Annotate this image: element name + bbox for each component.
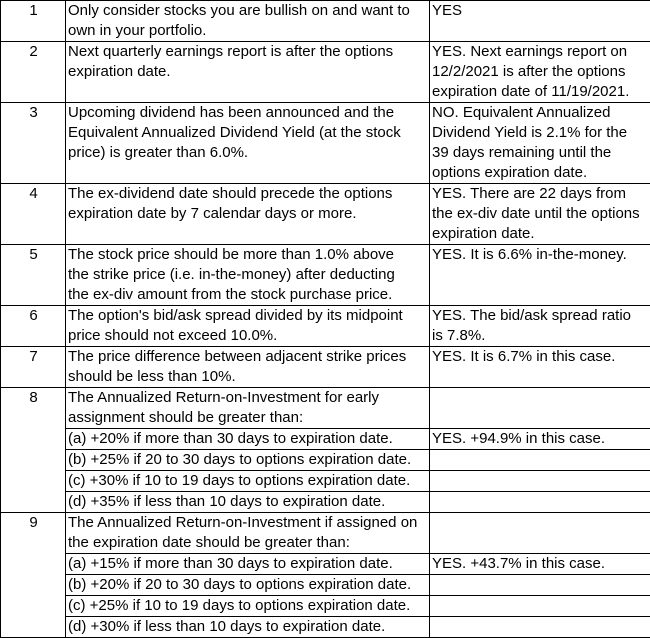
criterion-subrow — [1, 575, 650, 596]
cell-text-line: 12/2/2021 is after the options — [432, 62, 649, 82]
criterion-row — [1, 388, 650, 429]
criterion-cell — [66, 184, 430, 245]
cell-text-line: YES. The bid/ask spread ratio — [432, 306, 649, 326]
cell-text-line: the strike price (i.e. in-the-money) after deducting — [68, 265, 428, 285]
criterion-row — [1, 306, 650, 347]
result-cell — [430, 42, 650, 103]
cell-text-line: the expiration date should be greater than: — [68, 533, 428, 553]
cell-text-line: expiration date. — [68, 62, 428, 82]
cell-text-line: price should not exceed 10.0%. — [68, 326, 428, 346]
criterion-row — [1, 42, 650, 103]
subresult-cell — [430, 617, 650, 638]
criterion-cell — [66, 388, 430, 429]
criterion-cell — [66, 42, 430, 103]
row-number-cell: 7 — [1, 347, 66, 388]
cell-text-line: the ex-div date until the options — [432, 204, 649, 224]
result-cell — [430, 388, 650, 429]
cell-text-line: YES. Next earnings report on — [432, 42, 649, 62]
subcriterion-cell: (d) +35% if less than 10 days to expiration date. — [66, 492, 430, 513]
cell-text-line: Next quarterly earnings report is after the options — [68, 42, 428, 62]
cell-text-line: expiration date. — [432, 224, 649, 244]
cell-text-line: expiration date by 7 calendar days or more. — [68, 204, 428, 224]
subresult-cell — [430, 450, 650, 471]
cell-text-line: own in your portfolio. — [68, 21, 428, 41]
subcriterion-cell: (a) +15% if more than 30 days to expiration date. — [66, 554, 430, 575]
cell-text-line: YES — [432, 1, 649, 21]
cell-text-line: The ex-dividend date should precede the options — [68, 184, 428, 204]
cell-text-line: options expiration date. — [432, 163, 649, 183]
criterion-subrow — [1, 450, 650, 471]
cell-text-line: The option's bid/ask spread divided by its midpoint — [68, 306, 428, 326]
subcriterion-cell: (b) +25% if 20 to 30 days to options expiration date. — [66, 450, 430, 471]
row-number-cell: 5 — [1, 245, 66, 306]
criterion-cell — [66, 306, 430, 347]
cell-text-line: Upcoming dividend has been announced and the — [68, 103, 428, 123]
cell-text-line: the ex-div amount from the stock purchase price. — [68, 285, 428, 305]
cell-text-line: The price difference between adjacent strike prices — [68, 347, 428, 367]
subresult-cell: YES. +94.9% in this case. — [430, 429, 650, 450]
result-cell — [430, 513, 650, 554]
subresult-cell — [430, 471, 650, 492]
row-number-cell: 8 — [1, 388, 66, 513]
criterion-subrow — [1, 471, 650, 492]
criteria-table-body — [1, 1, 650, 638]
row-number-cell: 6 — [1, 306, 66, 347]
result-cell — [430, 184, 650, 245]
cell-text-line: assignment should be greater than: — [68, 408, 428, 428]
criterion-subrow — [1, 429, 650, 450]
result-cell — [430, 1, 650, 42]
subcriterion-cell: (c) +30% if 10 to 19 days to options expiration date. — [66, 471, 430, 492]
criterion-cell — [66, 513, 430, 554]
cell-text-line: The stock price should be more than 1.0% above — [68, 245, 428, 265]
row-number-cell: 3 — [1, 103, 66, 184]
subcriterion-cell: (c) +25% if 10 to 19 days to options expiration date. — [66, 596, 430, 617]
criterion-cell — [66, 245, 430, 306]
criterion-row — [1, 184, 650, 245]
criterion-row — [1, 245, 650, 306]
criterion-row — [1, 1, 650, 42]
cell-text-line: Equivalent Annualized Dividend Yield (at the stock — [68, 123, 428, 143]
cell-text-line: 39 days remaining until the — [432, 143, 649, 163]
criterion-subrow — [1, 492, 650, 513]
cell-text-line: price) is greater than 6.0%. — [68, 143, 428, 163]
result-cell — [430, 103, 650, 184]
cell-text-line: expiration date of 11/19/2021. — [432, 82, 649, 102]
subcriterion-cell: (a) +20% if more than 30 days to expiration date. — [66, 429, 430, 450]
result-cell — [430, 245, 650, 306]
subresult-cell — [430, 492, 650, 513]
criterion-row — [1, 513, 650, 554]
row-number-cell: 9 — [1, 513, 66, 638]
subresult-cell: YES. +43.7% in this case. — [430, 554, 650, 575]
cell-text-line: Dividend Yield is 2.1% for the — [432, 123, 649, 143]
cell-text-line: Only consider stocks you are bullish on and want to — [68, 1, 428, 21]
cell-text-line: should be less than 10%. — [68, 367, 428, 387]
row-number-cell: 4 — [1, 184, 66, 245]
criterion-row — [1, 103, 650, 184]
subresult-cell — [430, 596, 650, 617]
row-number-cell: 2 — [1, 42, 66, 103]
criterion-cell — [66, 347, 430, 388]
subcriterion-cell: (b) +20% if 20 to 30 days to options expiration date. — [66, 575, 430, 596]
subcriterion-cell: (d) +30% if less than 10 days to expiration date. — [66, 617, 430, 638]
criterion-subrow — [1, 596, 650, 617]
subresult-cell — [430, 575, 650, 596]
cell-text-line: YES. It is 6.6% in-the-money. — [432, 245, 649, 265]
cell-text-line: The Annualized Return-on-Investment if assigned on — [68, 513, 428, 533]
criterion-cell — [66, 1, 430, 42]
result-cell — [430, 347, 650, 388]
criterion-row — [1, 347, 650, 388]
result-cell — [430, 306, 650, 347]
criterion-cell — [66, 103, 430, 184]
cell-text-line: YES. It is 6.7% in this case. — [432, 347, 649, 367]
cell-text-line: The Annualized Return-on-Investment for early — [68, 388, 428, 408]
cell-text-line: YES. There are 22 days from — [432, 184, 649, 204]
cell-text-line: is 7.8%. — [432, 326, 649, 346]
criterion-subrow — [1, 554, 650, 575]
row-number-cell: 1 — [1, 1, 66, 42]
criterion-subrow — [1, 617, 650, 638]
cell-text-line: NO. Equivalent Annualized — [432, 103, 649, 123]
